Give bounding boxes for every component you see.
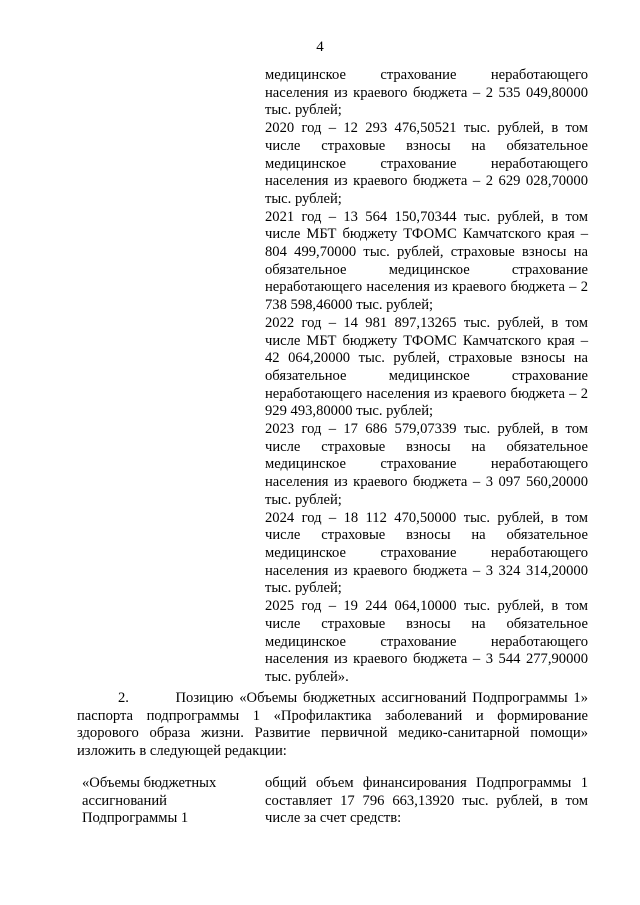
financing-text-column [265, 67, 588, 687]
financing-paragraph-2025: 2025 год – 19 244 064,10000 тыс. рублей, в том числе страховые взносы на обязательное медицинское страхование неработающего населения из краевого бюджета – 3 544 277,90000 тыс. рублей». [265, 598, 588, 685]
financing-paragraph-2020: 2020 год – 12 293 476,50521 тыс. рублей, в том числе страховые взносы на обязательное медицинское страхование неработающего населения из краевого бюджета – 2 629 028,70000 тыс. рублей; [265, 120, 588, 207]
financing-paragraph-2021: 2021 год – 13 564 150,70344 тыс. рублей, в том числе МБТ бюджету ТФОМС Камчатского края – 804 499,70000 тыс. рублей, страховые взносы на обязательное медицинское страхование неработающего населения из краевого бюджета – 2 738 598,46000 тыс. рублей; [265, 208, 588, 314]
financing-paragraph-2023: 2023 год – 17 686 579,07339 тыс. рублей, в том числе страховые взносы на обязательное медицинское страхование неработающего населения из краевого бюджета – 3 097 560,20000 тыс. рублей; [265, 421, 588, 508]
financing-paragraph-2022: 2022 год – 14 981 897,13265 тыс. рублей, в том числе МБТ бюджету ТФОМС Камчатского края – 42 064,20000 тыс. рублей, страховые взносы на обязательное медицинское страхование неработающего населения из краевого бюджета – 2 929 493,80000 тыс. рублей; [265, 314, 588, 420]
passport-table-left-cell [82, 775, 252, 828]
passport-left-line: Подпрограммы 1 [82, 810, 189, 827]
financing-paragraph-2024: 2024 год – 18 112 470,50000 тыс. рублей, в том числе страховые взносы на обязательное медицинское страхование неработающего населения из краевого бюджета – 3 324 314,20000 тыс. рублей; [265, 509, 588, 597]
amendment-paragraph-2: 2. Позицию «Объемы бюджетных ассигнований Подпрограммы 1» паспорта подпрограммы 1 «Профилактика заболеваний и формирование здорового образа жизни. Развитие первичной медико-санитарной помощи» изложить в следующей редакции: [77, 690, 588, 760]
passport-left-line: «Объемы бюджетных [82, 775, 217, 791]
page-number: 4 [316, 39, 324, 55]
passport-left-line: ассигнований [82, 792, 167, 809]
passport-table-right-cell: общий объем финансирования Подпрограммы 1 составляет 17 796 663,13920 тыс. рублей, в том числе за счет средств: [265, 775, 588, 827]
financing-paragraph-continuation: медицинское страхование неработающего населения из краевого бюджета – 2 535 049,80000 тыс. рублей; [265, 67, 588, 119]
